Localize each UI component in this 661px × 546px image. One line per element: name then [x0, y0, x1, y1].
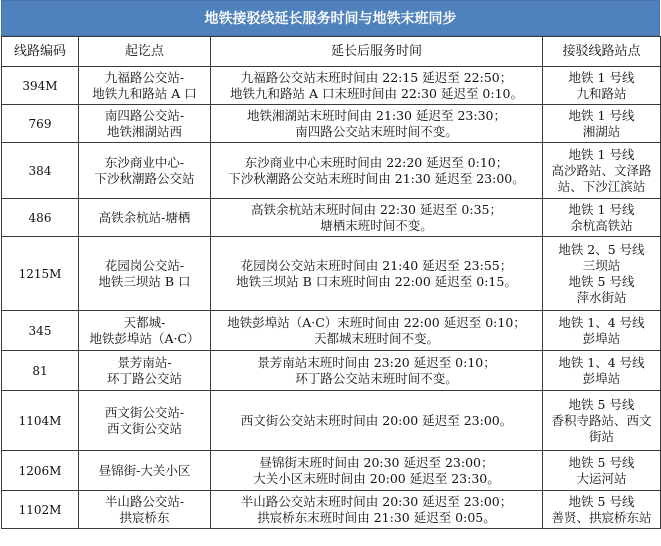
service-time-cell	[211, 67, 543, 105]
route-line: 高铁余杭站-塘栖	[98, 209, 191, 225]
table-row	[2, 67, 661, 105]
stations-cell	[543, 491, 661, 529]
service-line: 拱宸桥东末班时间由 21:30 延迟至 0:05。	[257, 509, 496, 525]
station-line: 地铁 5 号线	[568, 396, 635, 412]
service-line: 地铁彭埠站（A·C）末班时间由 22:00 延迟至 0:10；	[227, 314, 526, 330]
route-cell	[79, 199, 211, 237]
table-row	[2, 237, 661, 311]
shuttle-schedule-table	[1, 36, 661, 529]
table-row	[2, 105, 661, 143]
route-cell	[79, 451, 211, 491]
service-line: 花园岗公交站末班时间由 21:40 延迟至 23:55；	[240, 257, 513, 273]
station-line: 彭埠站	[582, 370, 621, 386]
route-line: 西文街公交站	[106, 420, 182, 436]
station-line: 九和路站	[576, 85, 627, 101]
service-line: 地铁湘湖站末班时间由 21:30 延迟至 23:30；	[247, 107, 506, 123]
station-line: 三坝站	[582, 257, 621, 273]
service-line: 南四路公交站末班时间不变。	[295, 123, 458, 139]
line-code: 1104M	[2, 391, 79, 451]
station-line: 地铁 5 号线	[568, 273, 635, 289]
service-time-cell	[211, 451, 543, 491]
route-line: 东沙商业中心-	[104, 154, 185, 170]
stations-cell	[543, 391, 661, 451]
service-line: 环丁路公交站末班时间不变。	[295, 370, 458, 386]
station-line: 地铁 1、4 号线	[558, 354, 645, 370]
service-line: 塘栖末班时间不变。	[320, 217, 433, 233]
stations-cell	[543, 351, 661, 391]
stations-cell	[543, 199, 661, 237]
notice-table-container	[1, 0, 660, 529]
station-line: 彭埠站	[582, 330, 621, 346]
service-time-cell	[211, 143, 543, 199]
route-line: 昼锦街-大关小区	[98, 462, 191, 478]
table-row	[2, 491, 661, 529]
service-line: 下沙秋潮路公交站末班时间由 21:30 延迟至 23:00。	[228, 170, 525, 186]
station-line: 大运河站	[576, 470, 627, 486]
line-code: 486	[2, 199, 79, 237]
route-cell	[79, 391, 211, 451]
stations-cell	[543, 105, 661, 143]
service-time-cell	[211, 391, 543, 451]
stations-cell	[543, 451, 661, 491]
line-code: 1102M	[2, 491, 79, 529]
stations-cell	[543, 67, 661, 105]
station-line: 地铁 1 号线	[568, 146, 635, 162]
line-code: 1206M	[2, 451, 79, 491]
table-row	[2, 143, 661, 199]
route-cell	[79, 351, 211, 391]
station-line: 余杭高铁站	[570, 217, 633, 233]
header-row	[2, 37, 661, 67]
line-code: 769	[2, 105, 79, 143]
line-code: 1215M	[2, 237, 79, 311]
line-code: 345	[2, 311, 79, 351]
stations-cell	[543, 143, 661, 199]
service-line: 西文街公交站末班时间由 20:00 延迟至 23:00。	[240, 412, 513, 428]
service-line: 地铁九和路站 A 口末班时间由 22:30 延迟至 0:10。	[230, 85, 523, 101]
service-line: 地铁三坝站 B 口末班时间由 22:00 延迟至 0:15。	[236, 273, 517, 289]
route-line: 景芳南站-	[117, 354, 172, 370]
station-line: 地铁 5 号线	[568, 454, 635, 470]
station-line: 萍水街站	[576, 289, 627, 305]
route-line: 地铁三坝站 B 口	[98, 273, 191, 289]
route-cell	[79, 237, 211, 311]
station-line: 香积寺路站、西文	[551, 412, 652, 428]
station-line: 湘湖站	[582, 123, 621, 139]
header-line-code: 线路编码	[2, 37, 79, 67]
route-line: 半山路公交站-	[104, 493, 185, 509]
route-line: 九福路公交站-	[104, 69, 185, 85]
service-line: 大关小区末班时间由 20:00 延迟至 23:30。	[253, 470, 500, 486]
station-line: 地铁 1 号线	[568, 201, 635, 217]
route-line: 地铁彭埠站（A·C）	[89, 330, 200, 346]
line-code: 394M	[2, 67, 79, 105]
service-time-cell	[211, 311, 543, 351]
header-service-time: 延长后服务时间	[211, 37, 543, 67]
route-line: 天都城-	[123, 314, 166, 330]
route-cell	[79, 143, 211, 199]
route-line: 西文街公交站-	[104, 404, 185, 420]
route-cell	[79, 67, 211, 105]
route-cell	[79, 105, 211, 143]
table-row	[2, 199, 661, 237]
stations-cell	[543, 237, 661, 311]
service-time-cell	[211, 351, 543, 391]
service-time-cell	[211, 491, 543, 529]
route-line: 地铁九和路站 A 口	[92, 85, 197, 101]
service-line: 天都城末班时间不变。	[313, 330, 439, 346]
service-line: 九福路公交站末班时间由 22:15 延迟至 22:50；	[240, 69, 513, 85]
service-line: 景芳南站末班时间由 23:20 延迟至 0:10；	[257, 354, 496, 370]
table-row	[2, 451, 661, 491]
route-cell	[79, 311, 211, 351]
header-stations: 接驳线路站点	[543, 37, 661, 67]
station-line: 地铁 1 号线	[568, 107, 635, 123]
station-line: 站、下沙江滨站	[557, 178, 646, 194]
station-line: 地铁 5 号线	[568, 493, 635, 509]
station-line: 地铁 1 号线	[568, 69, 635, 85]
line-code: 384	[2, 143, 79, 199]
station-line: 善贤、拱宸桥东站	[551, 509, 652, 525]
table-title: 地铁接驳线延长服务时间与地铁末班同步	[1, 0, 660, 36]
service-time-cell	[211, 199, 543, 237]
service-line: 东沙商业中心末班时间由 22:20 延迟至 0:10；	[244, 154, 509, 170]
station-line: 街站	[588, 428, 614, 444]
route-line: 地铁湘湖站西	[106, 123, 182, 139]
station-line: 高沙路站、文泽路	[551, 162, 652, 178]
station-line: 地铁 2、5 号线	[558, 241, 645, 257]
station-line: 地铁 1、4 号线	[558, 314, 645, 330]
route-cell	[79, 491, 211, 529]
service-line: 高铁余杭站末班时间由 22:30 延迟至 0:35；	[250, 201, 502, 217]
service-time-cell	[211, 237, 543, 311]
table-row	[2, 391, 661, 451]
route-line: 花园岗公交站-	[104, 257, 185, 273]
route-line: 环丁路公交站	[106, 370, 182, 386]
header-route: 起讫点	[79, 37, 211, 67]
stations-cell	[543, 311, 661, 351]
route-line: 下沙秋潮路公交站	[94, 170, 195, 186]
service-line: 半山路公交站末班时间由 20:30 延迟至 23:00；	[240, 493, 513, 509]
route-line: 南四路公交站-	[104, 107, 185, 123]
table-row	[2, 311, 661, 351]
service-line: 昼锦街末班时间由 20:30 延迟至 23:00；	[259, 454, 494, 470]
service-time-cell	[211, 105, 543, 143]
line-code: 81	[2, 351, 79, 391]
route-line: 拱宸桥东	[119, 509, 170, 525]
table-row	[2, 351, 661, 391]
